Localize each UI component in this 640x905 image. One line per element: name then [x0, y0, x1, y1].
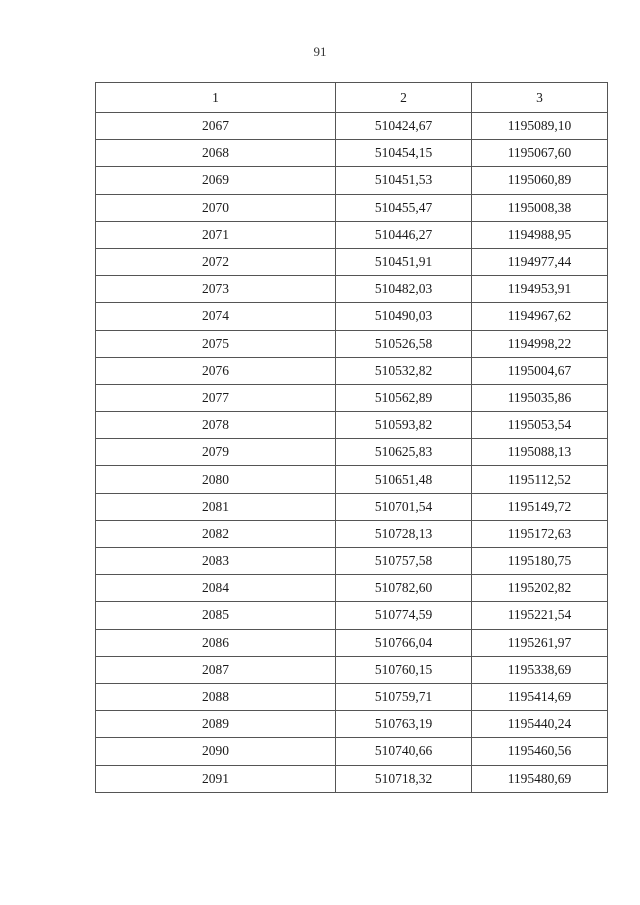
point-number-cell: 2083 [96, 548, 336, 575]
x-coordinate-cell: 510451,91 [336, 248, 472, 275]
table-row [96, 167, 608, 194]
point-number-cell: 2080 [96, 466, 336, 493]
table-row [96, 276, 608, 303]
x-coordinate-cell: 510562,89 [336, 384, 472, 411]
point-number-cell: 2071 [96, 221, 336, 248]
table-row [96, 711, 608, 738]
x-coordinate-cell: 510728,13 [336, 520, 472, 547]
point-number-cell: 2081 [96, 493, 336, 520]
y-coordinate-cell: 1195460,56 [472, 738, 608, 765]
y-coordinate-cell: 1195149,72 [472, 493, 608, 520]
x-coordinate-cell: 510782,60 [336, 575, 472, 602]
table-row [96, 493, 608, 520]
point-number-cell: 2087 [96, 656, 336, 683]
table-row [96, 765, 608, 792]
table-row [96, 439, 608, 466]
table-row [96, 575, 608, 602]
table-row [96, 384, 608, 411]
y-coordinate-cell: 1194988,95 [472, 221, 608, 248]
x-coordinate-cell: 510482,03 [336, 276, 472, 303]
table-row [96, 412, 608, 439]
table-row [96, 602, 608, 629]
x-coordinate-cell: 510763,19 [336, 711, 472, 738]
point-number-cell: 2090 [96, 738, 336, 765]
column-header-2: 2 [336, 83, 472, 113]
y-coordinate-cell: 1195053,54 [472, 412, 608, 439]
page-number: 91 [313, 44, 327, 59]
table-row [96, 113, 608, 140]
y-coordinate-cell: 1195035,86 [472, 384, 608, 411]
table-row [96, 656, 608, 683]
y-coordinate-cell: 1195067,60 [472, 140, 608, 167]
x-coordinate-cell: 510701,54 [336, 493, 472, 520]
point-number-cell: 2074 [96, 303, 336, 330]
y-coordinate-cell: 1195004,67 [472, 357, 608, 384]
table-row [96, 738, 608, 765]
x-coordinate-cell: 510757,58 [336, 548, 472, 575]
x-coordinate-cell: 510651,48 [336, 466, 472, 493]
x-coordinate-cell: 510451,53 [336, 167, 472, 194]
y-coordinate-cell: 1195221,54 [472, 602, 608, 629]
point-number-cell: 2077 [96, 384, 336, 411]
point-number-cell: 2079 [96, 439, 336, 466]
table-row [96, 548, 608, 575]
point-number-cell: 2072 [96, 248, 336, 275]
x-coordinate-cell: 510759,71 [336, 683, 472, 710]
y-coordinate-cell: 1195480,69 [472, 765, 608, 792]
table-row [96, 357, 608, 384]
y-coordinate-cell: 1195060,89 [472, 167, 608, 194]
point-number-cell: 2089 [96, 711, 336, 738]
y-coordinate-cell: 1194998,22 [472, 330, 608, 357]
x-coordinate-cell: 510625,83 [336, 439, 472, 466]
y-coordinate-cell: 1195089,10 [472, 113, 608, 140]
table-row [96, 221, 608, 248]
x-coordinate-cell: 510593,82 [336, 412, 472, 439]
table-row [96, 140, 608, 167]
y-coordinate-cell: 1195414,69 [472, 683, 608, 710]
table-row [96, 466, 608, 493]
point-number-cell: 2075 [96, 330, 336, 357]
table-row [96, 330, 608, 357]
y-coordinate-cell: 1195008,38 [472, 194, 608, 221]
x-coordinate-cell: 510766,04 [336, 629, 472, 656]
table-row [96, 629, 608, 656]
coordinates-table [95, 82, 608, 793]
x-coordinate-cell: 510490,03 [336, 303, 472, 330]
y-coordinate-cell: 1194953,91 [472, 276, 608, 303]
y-coordinate-cell: 1195202,82 [472, 575, 608, 602]
y-coordinate-cell: 1195180,75 [472, 548, 608, 575]
y-coordinate-cell: 1195112,52 [472, 466, 608, 493]
point-number-cell: 2073 [96, 276, 336, 303]
x-coordinate-cell: 510740,66 [336, 738, 472, 765]
x-coordinate-cell: 510526,58 [336, 330, 472, 357]
point-number-cell: 2078 [96, 412, 336, 439]
x-coordinate-cell: 510774,59 [336, 602, 472, 629]
table-row [96, 248, 608, 275]
table-body [96, 113, 608, 793]
point-number-cell: 2067 [96, 113, 336, 140]
point-number-cell: 2084 [96, 575, 336, 602]
x-coordinate-cell: 510455,47 [336, 194, 472, 221]
point-number-cell: 2091 [96, 765, 336, 792]
y-coordinate-cell: 1195172,63 [472, 520, 608, 547]
table-header-row [96, 83, 608, 113]
y-coordinate-cell: 1195088,13 [472, 439, 608, 466]
point-number-cell: 2069 [96, 167, 336, 194]
point-number-cell: 2086 [96, 629, 336, 656]
table-row [96, 683, 608, 710]
x-coordinate-cell: 510718,32 [336, 765, 472, 792]
table-row [96, 303, 608, 330]
table-row [96, 194, 608, 221]
x-coordinate-cell: 510454,15 [336, 140, 472, 167]
y-coordinate-cell: 1194977,44 [472, 248, 608, 275]
point-number-cell: 2085 [96, 602, 336, 629]
table-row [96, 520, 608, 547]
y-coordinate-cell: 1194967,62 [472, 303, 608, 330]
x-coordinate-cell: 510760,15 [336, 656, 472, 683]
column-header-3: 3 [472, 83, 608, 113]
point-number-cell: 2088 [96, 683, 336, 710]
y-coordinate-cell: 1195440,24 [472, 711, 608, 738]
y-coordinate-cell: 1195261,97 [472, 629, 608, 656]
column-header-1: 1 [96, 83, 336, 113]
point-number-cell: 2076 [96, 357, 336, 384]
y-coordinate-cell: 1195338,69 [472, 656, 608, 683]
x-coordinate-cell: 510446,27 [336, 221, 472, 248]
x-coordinate-cell: 510532,82 [336, 357, 472, 384]
point-number-cell: 2082 [96, 520, 336, 547]
point-number-cell: 2070 [96, 194, 336, 221]
point-number-cell: 2068 [96, 140, 336, 167]
x-coordinate-cell: 510424,67 [336, 113, 472, 140]
